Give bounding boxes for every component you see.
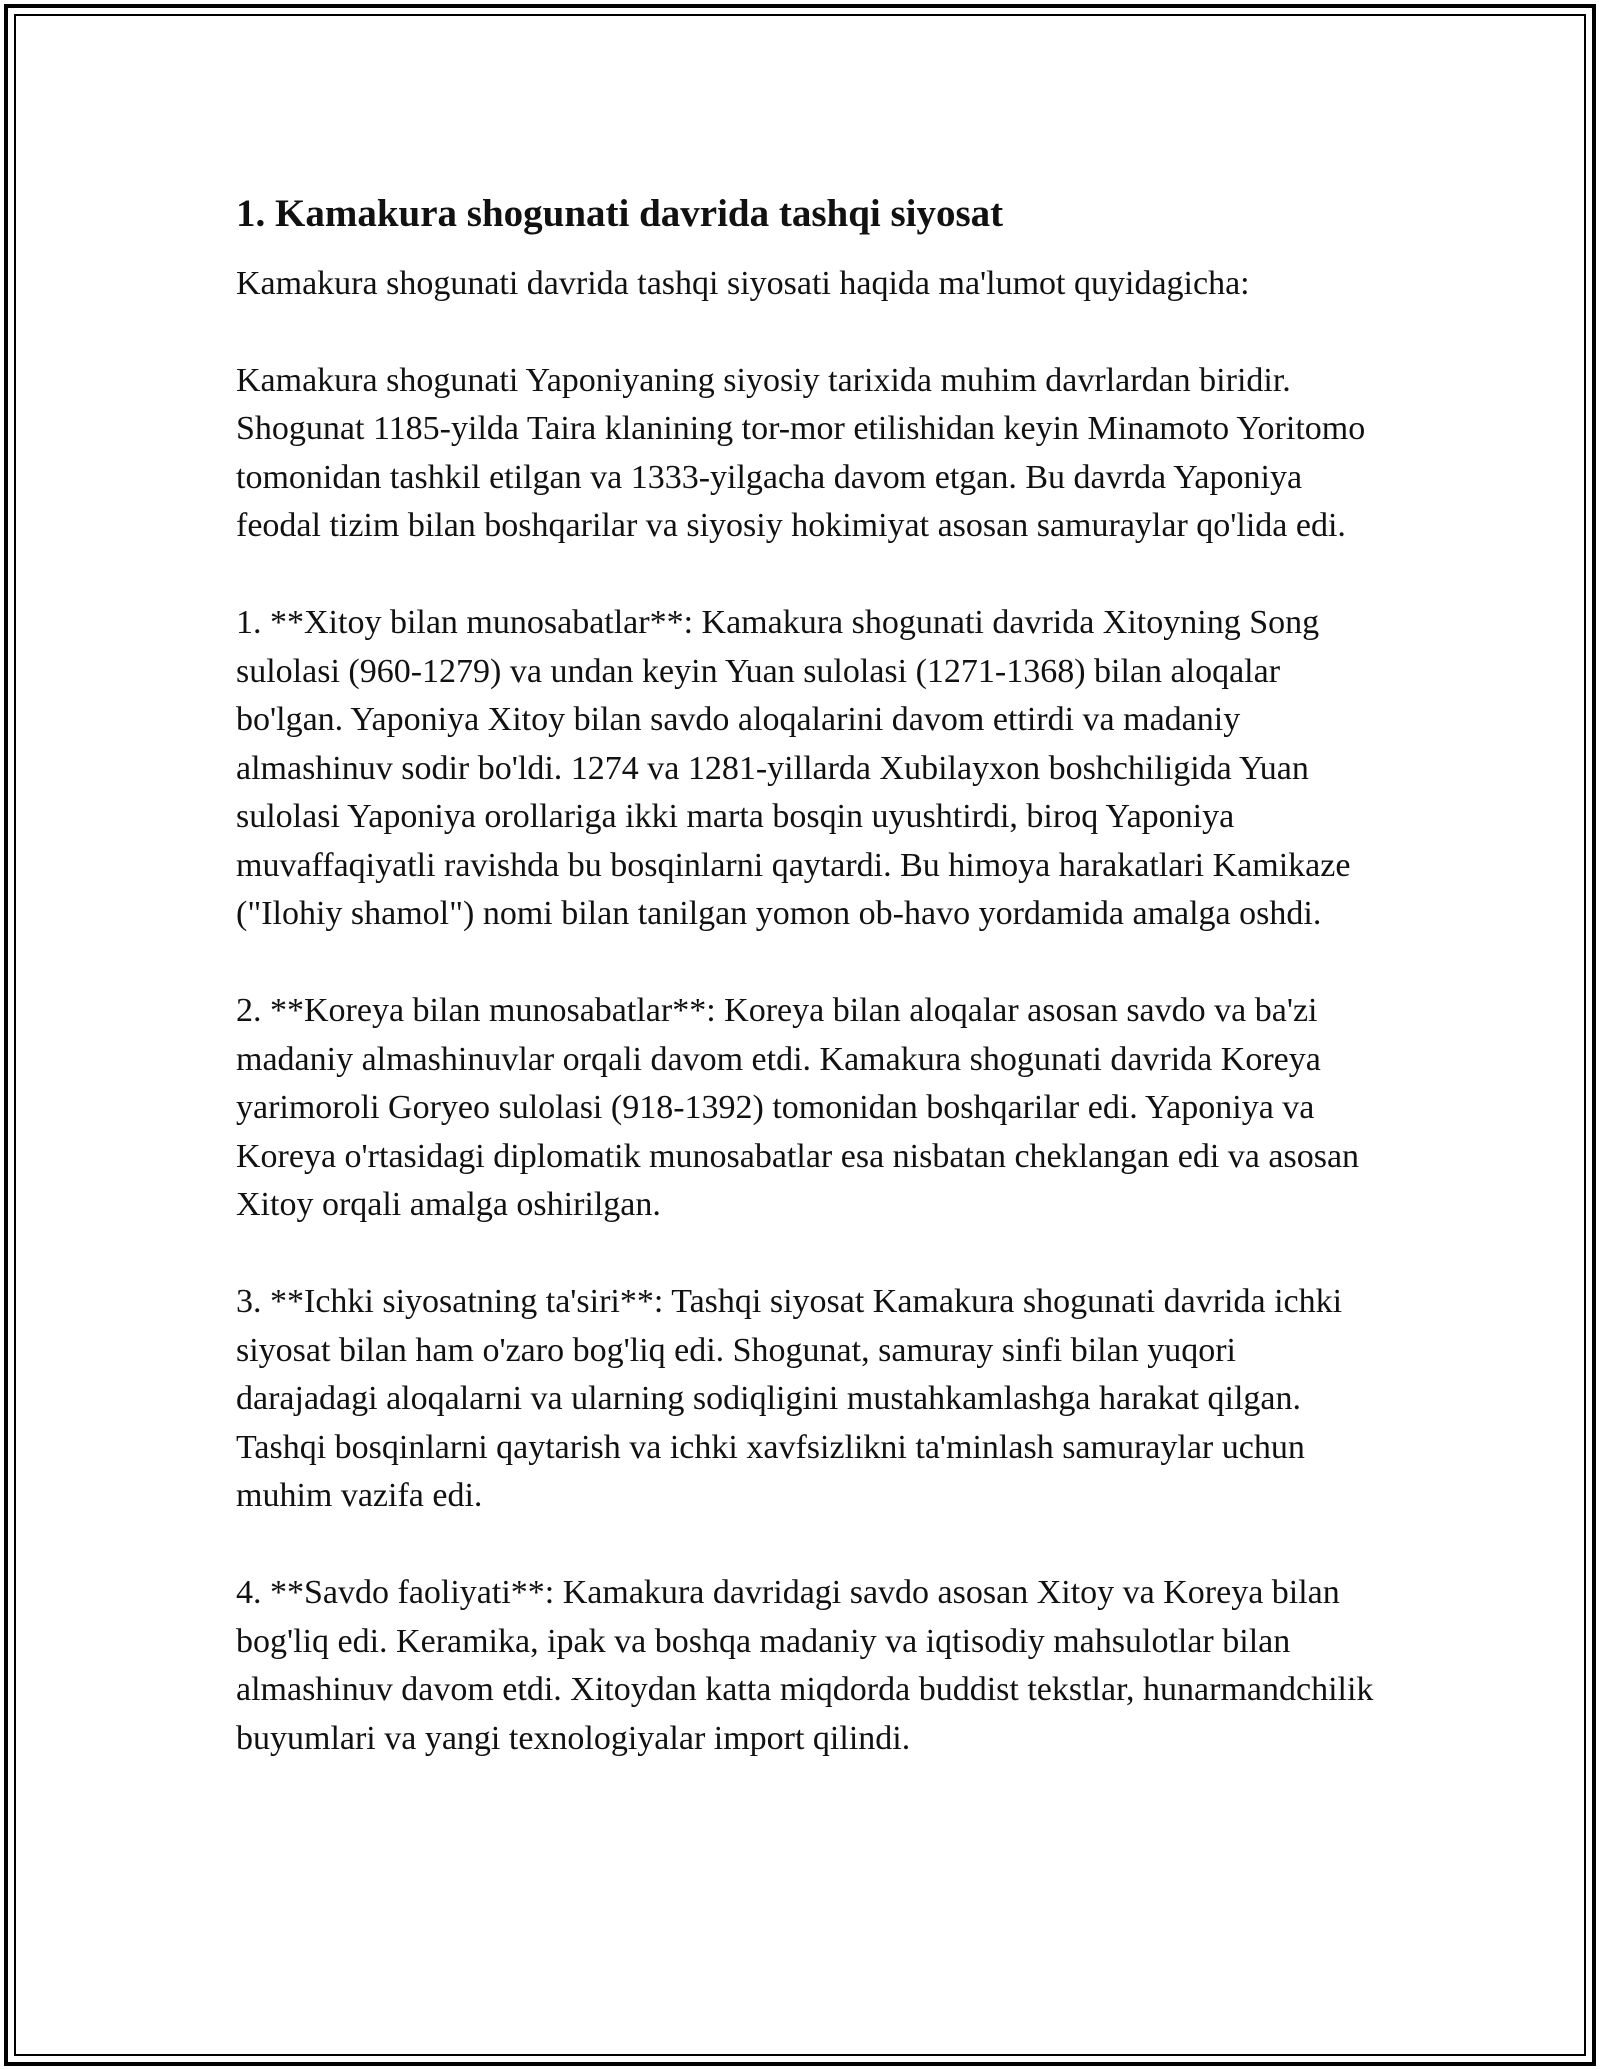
paragraph-overview: Kamakura shogunati Yaponiyaning siyosiy tarixida muhim davrlardan biridir. Shogunat 1185-yilda Taira klanining tor-mor etilishidan keyin Minamoto Yoritomo tomonidan tashkil etilgan va 1333-yilgacha davom etgan. Bu davrda Yaponiya feodal tizim bilan boshqarilar va siyosiy hokimiyat asosan samuraylar qo'lida edi. — [236, 361, 1366, 544]
intro-paragraph: Kamakura shogunati davrida tashqi siyosati haqida ma'lumot quyidagicha: — [236, 265, 1250, 302]
paragraph-korea-relations: 2. **Koreya bilan munosabatlar**: Koreya bilan aloqalar asosan savdo va ba'zi madaniy almashinuvlar orqali davom etdi. Kamakura shogunati davrida Koreya yarimoroli Goryeo sulolasi (918-1392) tomonidan boshqarilar edi. Yaponiya va Koreya o'rtasidagi diplomatik munosabatlar esa nisbatan cheklangan edi va asosan Xitoy orqali amalga oshirilgan. — [236, 992, 1360, 1223]
paragraph-internal-policy: 3. **Ichki siyosatning ta'siri**: Tashqi siyosat Kamakura shogunati davrida ichki siyosat bilan ham o'zaro bog'liq edi. Shogunat, samuray sinfi bilan yuqori darajadagi aloqalarni va ularning sodiqligini mustahkamlashga harakat qilgan. Tashqi bosqinlarni qaytarish va ichki xavfsizlikni ta'minlash samuraylar uchun muhim vazifa edi. — [236, 1283, 1343, 1514]
paragraph-china-relations: 1. **Xitoy bilan munosabatlar**: Kamakura shogunati davrida Xitoyning Song sulolasi (960-1279) va undan keyin Yuan sulolasi (1271-1368) bilan aloqalar bo'lgan. Yaponiya Xitoy bilan savdo aloqalarini davom ettirdi va madaniy almashinuv sodir bo'ldi. 1274 va 1281-yillarda Xubilayxon boshchiligida Yuan sulolasi Yaponiya orollariga ikki marta bosqin uyushtirdi, biroq Yaponiya muvaffaqiyatli ravishda bu bosqinlarni qaytardi. Bu himoya harakatlari Kamikaze ("Ilohiy shamol") nomi bilan tanilgan yomon ob-havo yordamida amalga oshdi. — [236, 604, 1351, 932]
document-title: 1. Kamakura shogunati davrida tashqi siyosat — [236, 192, 1004, 235]
paragraph-trade: 4. **Savdo faoliyati**: Kamakura davridagi savdo asosan Xitoy va Koreya bilan bog'liq edi. Keramika, ipak va boshqa madaniy va iqtisodiy mahsulotlar bilan almashinuv davom etdi. Xitoydan katta miqdorda buddist tekstlar, hunarmandchilik buyumlari va yangi texnologiyalar import qilindi. — [236, 1574, 1374, 1757]
document-body — [236, 190, 1386, 1812]
